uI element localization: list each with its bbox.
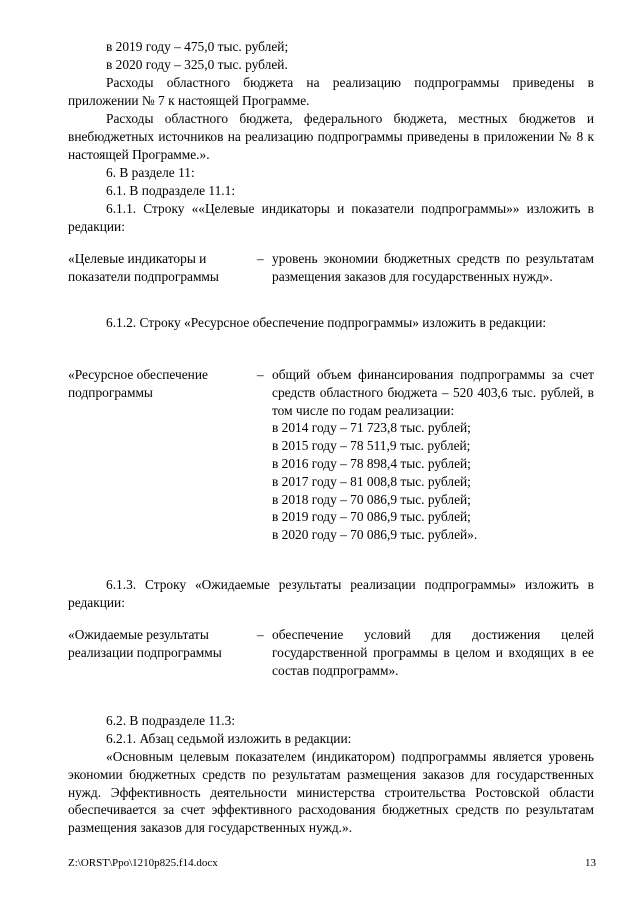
year-line: в 2018 году – 70 086,9 тыс. рублей; bbox=[272, 491, 471, 507]
page-number: 13 bbox=[585, 857, 596, 869]
item-6-1-2: 6.1.2. Строку «Ресурсное обеспечение подпрограммы» изложить в редакции: bbox=[106, 315, 547, 330]
paragraph-all-budgets: Расходы областного бюджета, федерального бюджета, местных бюджетов и внебюджетных источников на реализацию подпрограммы приведены в приложении № 8 к настоящей Программе.». bbox=[68, 111, 594, 162]
paragraph-main-indicator: «Основным целевым показателем (индикатором) подпрограммы является уровень экономии бюджетных средств по результатам размещения заказов для государственных нужд. Эффективность деятельности министерства строительства Ростовской области обеспечивается за счет эффективного расходования бюджетных средств по результатам размещения заказов для государственных нужд.». bbox=[68, 749, 594, 836]
year-line: в 2020 году – 70 086,9 тыс. рублей». bbox=[272, 527, 478, 543]
year-line: в 2019 году – 70 086,9 тыс. рублей; bbox=[272, 509, 471, 525]
paragraph-regional-budget: Расходы областного бюджета на реализацию подпрограммы приведены в приложении № 7 к настоящей Программе. bbox=[68, 75, 594, 108]
item-6-1-3: 6.1.3. Строку «Ожидаемые результаты реализации подпрограммы» изложить в редакции: bbox=[68, 577, 594, 610]
row2-label: «Ресурсное обеспечение подпрограммы bbox=[68, 367, 208, 400]
year-line: в 2014 году – 71 723,8 тыс. рублей; bbox=[272, 420, 471, 436]
row2-value bbox=[272, 366, 594, 544]
year-2019-line: в 2019 году – 475,0 тыс. рублей; bbox=[106, 39, 289, 54]
item-6-1-1: 6.1.1. Строку ««Целевые индикаторы и показатели подпрограммы»» изложить в редакции: bbox=[68, 201, 594, 234]
row3-label: «Ожидаемые результаты реализации подпрограммы bbox=[68, 627, 222, 660]
item-6-1: 6.1. В подразделе 11.1: bbox=[106, 183, 236, 198]
row3-dash: – bbox=[257, 627, 264, 642]
year-line: в 2016 году – 78 898,4 тыс. рублей; bbox=[272, 455, 471, 471]
row1-dash: – bbox=[257, 251, 264, 266]
item-6-2-1: 6.2.1. Абзац седьмой изложить в редакции: bbox=[106, 731, 352, 746]
row2-dash: – bbox=[257, 367, 264, 382]
row3-value: обеспечение условий для достижения целей государственной программы в целом и входящих в ее состав подпрограмм». bbox=[272, 627, 594, 678]
footer-file-path: Z:\ORST\Ppo\1210p825.f14.docx bbox=[68, 857, 218, 869]
row1-value: уровень экономии бюджетных средств по результатам размещения заказов для государственных нужд». bbox=[272, 251, 594, 284]
year-line: в 2017 году – 81 008,8 тыс. рублей; bbox=[272, 473, 471, 489]
item-6-2: 6.2. В подразделе 11.3: bbox=[106, 713, 236, 728]
item-6: 6. В разделе 11: bbox=[106, 165, 195, 180]
year-2020-line: в 2020 году – 325,0 тыс. рублей. bbox=[106, 57, 288, 72]
year-line: в 2015 году – 78 511,9 тыс. рублей; bbox=[272, 438, 471, 454]
row1-label: «Целевые индикаторы и показатели подпрограммы bbox=[68, 251, 219, 284]
row2-value-text: общий объем финансирования подпрограммы за счет средств областного бюджета – 520 403,6 тыс. рублей, в том числе по годам реализации: bbox=[272, 367, 594, 418]
